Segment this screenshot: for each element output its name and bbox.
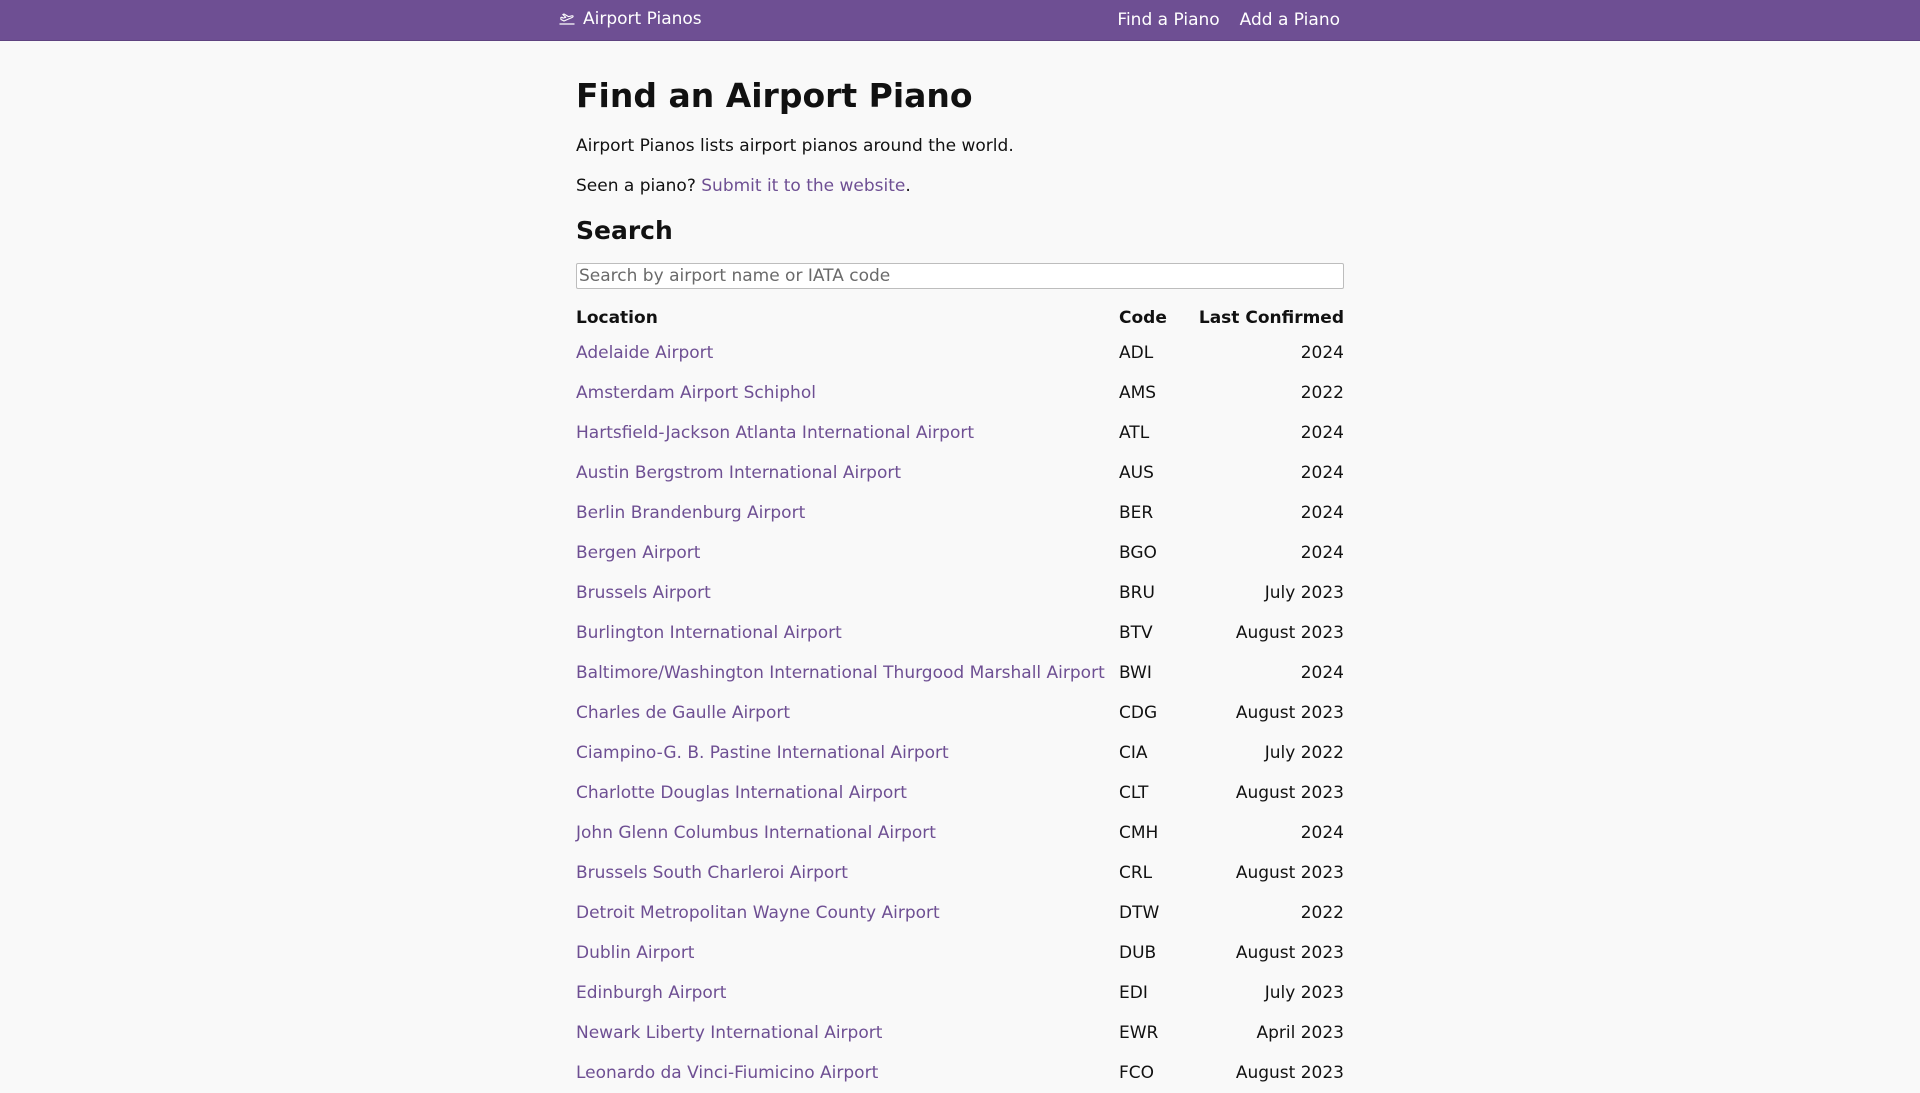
location-cell [576,693,1119,733]
location-cell [576,773,1119,813]
airport-link[interactable]: Dublin Airport [576,943,695,963]
table-row [576,453,1344,493]
airport-link[interactable]: Burlington International Airport [576,623,842,643]
table-row [576,773,1344,813]
last-confirmed-cell: 2024 [1300,343,1344,363]
code-cell: BER [1119,503,1154,523]
table-row [576,413,1344,453]
location-cell [576,733,1119,773]
airport-link[interactable]: Newark Liberty International Airport [576,1023,883,1043]
header-code: Code [1119,308,1167,328]
airport-link[interactable]: Brussels South Charleroi Airport [576,863,848,883]
last-confirmed-cell: August 2023 [1235,943,1344,963]
airport-link[interactable]: Austin Bergstrom International Airport [576,463,902,483]
airport-link[interactable]: Edinburgh Airport [576,983,727,1003]
code-cell: FCO [1119,1063,1155,1083]
location-cell [576,813,1119,853]
airport-link[interactable]: Ciampino-G. B. Pastine International Airport [576,743,949,763]
submit-link[interactable]: Submit it to the website [701,176,906,196]
nav-find-piano[interactable]: Find a Piano [1117,10,1220,30]
table-header-row [576,303,1344,333]
location-cell [576,1053,1119,1093]
location-cell [576,893,1119,933]
submit-prompt-suffix: . [905,176,911,196]
table-row [576,693,1344,733]
airport-link[interactable]: Charles de Gaulle Airport [576,703,791,723]
airport-link[interactable]: Detroit Metropolitan Wayne County Airport [576,903,940,923]
submit-prompt-prefix: Seen a piano? [576,176,702,196]
code-cell: ADL [1119,343,1154,363]
last-confirmed-cell: July 2023 [1264,583,1344,603]
last-confirmed-cell: 2024 [1300,663,1344,683]
code-cell: DUB [1119,943,1157,963]
airport-link[interactable]: Brussels Airport [576,583,711,603]
last-confirmed-cell: August 2023 [1235,863,1344,883]
location-cell [576,653,1119,693]
table-row [576,613,1344,653]
code-cell: BWI [1119,663,1152,683]
table-row [576,333,1344,373]
main-content [576,40,1344,1093]
last-confirmed-cell: 2022 [1300,903,1344,923]
location-cell [576,853,1119,893]
code-cell: EWR [1119,1023,1159,1043]
last-confirmed-cell: July 2023 [1264,983,1344,1003]
location-cell [576,1013,1119,1053]
airport-link[interactable]: Amsterdam Airport Schiphol [576,383,816,403]
code-cell: BRU [1119,583,1155,603]
code-cell: BTV [1119,623,1153,643]
code-cell: DTW [1119,903,1160,923]
location-cell [576,373,1119,413]
table-row [576,733,1344,773]
last-confirmed-cell: 2024 [1300,463,1344,483]
last-confirmed-cell: August 2023 [1235,623,1344,643]
piano-table [576,303,1344,1093]
airport-link[interactable]: Charlotte Douglas International Airport [576,783,907,803]
airport-link[interactable]: Berlin Brandenburg Airport [576,503,806,523]
last-confirmed-cell: July 2022 [1264,743,1344,763]
code-cell: CLT [1119,783,1149,803]
last-confirmed-cell: August 2023 [1235,1063,1344,1083]
top-navbar [0,0,1920,41]
table-row [576,373,1344,413]
search-input[interactable] [576,263,1344,289]
page-title: Find an Airport Piano [576,76,973,115]
location-cell [576,493,1119,533]
code-cell: BGO [1119,543,1157,563]
table-row [576,973,1344,1013]
intro-text: Airport Pianos lists airport pianos around the world. [576,136,1014,156]
last-confirmed-cell: 2022 [1300,383,1344,403]
search-heading: Search [576,216,673,245]
location-cell [576,333,1119,373]
table-row [576,533,1344,573]
code-cell: CRL [1119,863,1153,883]
code-cell: AMS [1119,383,1157,403]
code-cell: ATL [1119,423,1150,443]
airport-link[interactable]: Adelaide Airport [576,343,714,363]
airport-link[interactable]: Hartsfield-Jackson Atlanta International Airport [576,423,975,443]
table-row [576,933,1344,973]
code-cell: EDI [1119,983,1148,1003]
code-cell: CMH [1119,823,1159,843]
code-cell: AUS [1119,463,1154,483]
table-row [576,493,1344,533]
location-cell [576,533,1119,573]
airport-link[interactable]: John Glenn Columbus International Airport [576,823,936,843]
last-confirmed-cell: April 2023 [1256,1023,1344,1043]
location-cell [576,413,1119,453]
submit-prompt [576,174,1344,198]
main-nav [1117,9,1340,31]
table-row [576,853,1344,893]
code-cell: CDG [1119,703,1158,723]
table-row [576,893,1344,933]
location-cell [576,453,1119,493]
last-confirmed-cell: 2024 [1300,423,1344,443]
location-cell [576,573,1119,613]
airport-link[interactable]: Bergen Airport [576,543,701,563]
last-confirmed-cell: 2024 [1300,543,1344,563]
location-cell [576,973,1119,1013]
last-confirmed-cell: 2024 [1300,503,1344,523]
last-confirmed-cell: 2024 [1300,823,1344,843]
table-row [576,813,1344,853]
brand-link[interactable] [559,8,702,30]
airport-link[interactable]: Leonardo da Vinci-Fiumicino Airport [576,1063,879,1083]
airport-link[interactable]: Baltimore/Washington International Thurgood Marshall Airport [576,663,1105,683]
table-row [576,573,1344,613]
nav-add-piano[interactable]: Add a Piano [1239,10,1340,30]
last-confirmed-cell: August 2023 [1235,783,1344,803]
header-location: Location [576,308,658,328]
code-cell: CIA [1119,743,1148,763]
airplane-icon [559,12,575,26]
location-cell [576,933,1119,973]
table-row [576,653,1344,693]
table-row [576,1013,1344,1053]
table-row [576,1053,1344,1093]
last-confirmed-cell: August 2023 [1235,703,1344,723]
header-last-confirmed: Last Confirmed [1198,308,1344,328]
location-cell [576,613,1119,653]
brand-label: Airport Pianos [583,9,702,29]
